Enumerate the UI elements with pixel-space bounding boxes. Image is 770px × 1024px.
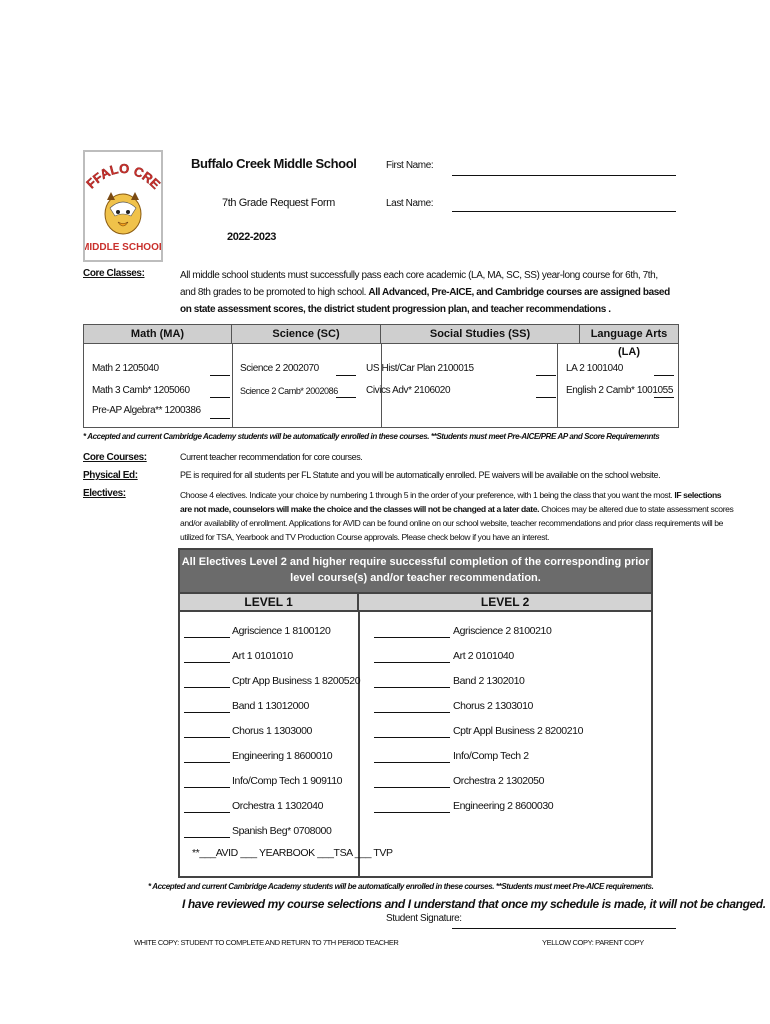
- math-choice-3[interactable]: [210, 418, 230, 419]
- acknowledgement-statement: I have reviewed my course selections and I understand that once my schedule is made, it will not be changed.: [182, 897, 766, 911]
- logo-bottom-text: MIDDLE SCHOOL: [85, 242, 161, 253]
- science-course-1: Science 2 2002070: [240, 363, 319, 374]
- level-2-choice[interactable]: [374, 762, 450, 763]
- core-courses-label: Core Courses:: [83, 452, 147, 463]
- core-classes-label: Core Classes:: [83, 268, 145, 279]
- electives-bold-b: are not made, counselors will make the choice and the classes will not be changed at a later date.: [180, 504, 540, 514]
- school-logo: [83, 150, 163, 262]
- electives-footnote: * Accepted and current Cambridge Academy students will be automatically enrolled in these courses. **Students must meet Pre-AICE requirements.: [148, 882, 654, 891]
- science-course-2: Science 2 Camb* 2002086: [240, 386, 338, 396]
- header-language-arts: Language Arts (LA): [590, 328, 668, 358]
- header-math: Math (MA): [84, 325, 232, 343]
- level-2-course: Info/Comp Tech 2: [453, 750, 529, 762]
- level-2-choice[interactable]: [374, 637, 450, 638]
- level-1-choice[interactable]: [184, 712, 230, 713]
- level-2-choice[interactable]: [374, 787, 450, 788]
- electives-table: [178, 548, 653, 878]
- la-course-2: English 2 Camb* 1001055: [566, 385, 673, 396]
- level-1-course: Spanish Beg* 0708000: [232, 825, 332, 837]
- level-1-choice[interactable]: [184, 687, 230, 688]
- electives-line4: utilized for TSA, Yearbook and TV Production Course approvals. Please check below if you have an interest.: [180, 532, 550, 542]
- math-course-3: Pre-AP Algebra** 1200386: [92, 405, 201, 416]
- level-2-course: Art 2 0101040: [453, 650, 514, 662]
- level-2-choice[interactable]: [374, 712, 450, 713]
- level-1-choice[interactable]: [184, 662, 230, 663]
- math-choice-1[interactable]: [210, 375, 230, 376]
- level-1-course: Art 1 0101010: [232, 650, 293, 662]
- table-footnote: * Accepted and current Cambridge Academy students will be automatically enrolled in these courses. **Students must meet Pre-AICE/PRE AP and Score Requiremennts: [83, 432, 660, 441]
- level-1-choice[interactable]: [184, 637, 230, 638]
- electives-line3: and/or availability of enrollment. Applications for AVID can be found online on our school website, teacher recommendations and prior class requirements will be: [180, 518, 723, 528]
- level-header: [180, 592, 651, 612]
- math-course-1: Math 2 1205040: [92, 363, 159, 374]
- level-1-course: Engineering 1 8600010: [232, 750, 333, 762]
- core-course-table: [83, 324, 679, 428]
- level-1-choice[interactable]: [184, 812, 230, 813]
- school-year: 2022-2023: [227, 231, 277, 243]
- core-course-table-header: [84, 325, 678, 358]
- science-choice-1[interactable]: [336, 375, 356, 376]
- science-choice-2[interactable]: [336, 397, 356, 398]
- level-1-course: Cptr App Business 1 8200520: [232, 675, 361, 687]
- level-1-course: Chorus 1 1303000: [232, 725, 312, 737]
- level-2-choice[interactable]: [374, 662, 450, 663]
- level-2-choice[interactable]: [374, 687, 450, 688]
- header-science: Science (SC): [232, 325, 381, 343]
- level-2-header: LEVEL 2: [480, 595, 530, 609]
- white-copy-note: WHITE COPY: STUDENT TO COMPLETE AND RETURN TO 7TH PERIOD TEACHER: [134, 938, 399, 947]
- level-2-course: Chorus 2 1303010: [453, 700, 533, 712]
- level-1-course: Info/Comp Tech 1 909110: [232, 775, 343, 787]
- header-social-studies: Social Studies (SS): [381, 325, 580, 343]
- form-title: 7th Grade Request Form: [222, 197, 335, 209]
- electives-bold-a: IF selections: [674, 490, 722, 500]
- electives-line1: Choose 4 electives. Indicate your choice by numbering 1 through 5 in the order of your preference, with 1 being the class that you want the most.: [180, 490, 673, 500]
- level-1-course: Band 1 13012000: [232, 700, 309, 712]
- level-2-course: Cptr Appl Business 2 8200210: [453, 725, 584, 737]
- level-2-course: Band 2 1302010: [453, 675, 525, 687]
- electives-banner: All Electives Level 2 and higher require successful completion of the corresponding prior level course(s) and/or teacher recommendation.: [180, 550, 651, 592]
- electives-label: Electives:: [83, 488, 126, 499]
- social-choice-1[interactable]: [536, 375, 556, 376]
- la-course-1: LA 2 1001040: [566, 363, 623, 374]
- first-name-label: First Name:: [386, 160, 434, 171]
- core-classes-text: [180, 267, 675, 318]
- la-choice-2[interactable]: [654, 397, 674, 398]
- social-choice-2[interactable]: [536, 397, 556, 398]
- core-classes-bold: All Advanced, Pre-AICE, and Cambridge courses are assigned based on state assessment scores, the district student progression plan, and teacher recommendations .: [180, 287, 670, 315]
- math-course-2: Math 3 Camb* 1205060: [92, 385, 190, 396]
- level-1-choice[interactable]: [184, 737, 230, 738]
- level-2-course: Engineering 2 8600030: [453, 800, 554, 812]
- level-2-course: Agriscience 2 8100210: [453, 625, 552, 637]
- social-course-2: Civics Adv* 2106020: [366, 385, 451, 396]
- level-1-choice[interactable]: [184, 837, 230, 838]
- core-classes-plain: All middle school students must successfully pass each core academic (LA, MA, SC, SS) year-long course for 6th, 7th, and 8th grades to be promoted to high school.: [180, 270, 658, 298]
- svg-text:BUFFALO CREEK: [85, 152, 161, 192]
- electives-line2b: Choices may be altered due to state assessment scores: [541, 504, 734, 514]
- last-name-label: Last Name:: [386, 198, 434, 209]
- core-courses-text: Current teacher recommendation for core courses.: [180, 452, 363, 462]
- school-name: Buffalo Creek Middle School: [191, 156, 357, 171]
- interest-checkboxes[interactable]: **___AVID ___ YEARBOOK ___TSA ___ TVP: [192, 847, 393, 859]
- level-2-list: [360, 612, 651, 876]
- math-choice-2[interactable]: [210, 397, 230, 398]
- first-name-field[interactable]: [452, 175, 676, 176]
- signature-label: Student Signature:: [386, 913, 462, 924]
- level-1-choice[interactable]: [184, 787, 230, 788]
- level-2-course: Orchestra 2 1302050: [453, 775, 545, 787]
- buffalo-mascot-icon: [85, 152, 161, 260]
- yellow-copy-note: YELLOW COPY: PARENT COPY: [542, 938, 644, 947]
- physical-ed-text: PE is required for all students per FL Statute and you will be automatically enrolled. PE waivers will be available on the school website.: [180, 470, 661, 480]
- physical-ed-label: Physical Ed:: [83, 470, 138, 481]
- level-1-course: Agriscience 1 8100120: [232, 625, 331, 637]
- electives-instructions: [180, 488, 734, 544]
- la-choice-1[interactable]: [654, 375, 674, 376]
- signature-field[interactable]: [452, 928, 676, 929]
- level-1-choice[interactable]: [184, 762, 230, 763]
- last-name-field[interactable]: [452, 211, 676, 212]
- logo-top-text: FALO CR: [89, 160, 156, 187]
- level-1-course: Orchestra 1 1302040: [232, 800, 324, 812]
- level-2-choice[interactable]: [374, 737, 450, 738]
- level-1-list: [180, 612, 361, 876]
- social-course-1: US Hist/Car Plan 2100015: [366, 363, 474, 374]
- level-1-header: LEVEL 1: [180, 594, 359, 610]
- level-2-choice[interactable]: [374, 812, 450, 813]
